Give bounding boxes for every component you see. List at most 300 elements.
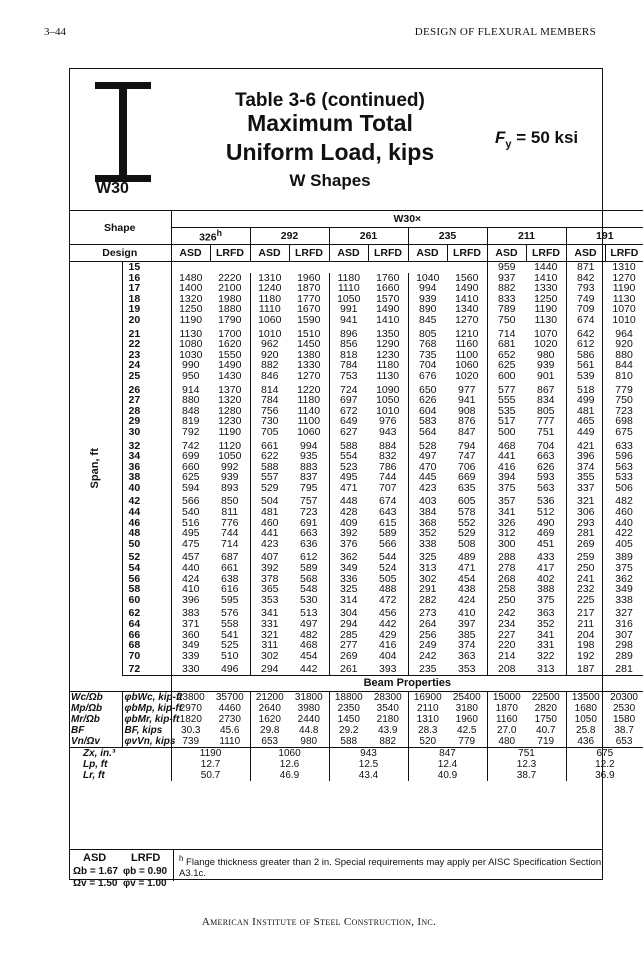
footer-lrfd: LRFD <box>131 852 161 864</box>
load-cell: 635 <box>458 481 476 494</box>
load-cell: 1410 <box>455 292 479 305</box>
property-cell: 43.9 <box>378 724 398 736</box>
omega-v: Ωv = 1.50 <box>73 878 118 889</box>
load-cell: 293 <box>566 518 605 529</box>
table-row <box>69 326 643 340</box>
property-cell: 1820 <box>171 714 210 725</box>
load-cell: 540 <box>171 507 210 518</box>
property-cell: 1060 <box>250 747 329 759</box>
load-cell: 566 <box>171 493 210 507</box>
load-cell: 724 <box>329 382 368 396</box>
property-asd-label: Mr/Ωb <box>69 714 122 725</box>
load-cell: 674 <box>566 315 605 326</box>
load-cell: 249 <box>408 640 447 651</box>
load-cell: 471 <box>329 483 368 494</box>
footer <box>69 849 603 889</box>
span-length: 62 <box>122 605 171 619</box>
load-cell: 939 <box>408 294 447 305</box>
load-cell: 438 <box>458 583 476 596</box>
property-cell: 25.8 <box>566 725 605 736</box>
span-length: 68 <box>122 640 171 651</box>
property-lrfd-label: φbMr, kip-ft <box>122 714 171 725</box>
load-cell: 663 <box>300 527 318 540</box>
load-cell: 588 <box>329 438 368 452</box>
load-cell: 1310 <box>250 273 289 284</box>
load-cell: 256 <box>408 630 447 641</box>
section-211: 211 <box>487 228 566 245</box>
load-cell: 626 <box>408 395 447 406</box>
property-cell: 50.7 <box>171 770 250 781</box>
load-cell: 327 <box>615 607 633 620</box>
span-length: 50 <box>122 539 171 550</box>
property-asd-label: Vn/Ωv <box>69 736 122 748</box>
load-cell: 950 <box>171 371 210 382</box>
load-cell: 1410 <box>534 271 558 284</box>
load-cell: 211 <box>566 619 605 630</box>
span-length: 48 <box>122 528 171 539</box>
property-cell: 2730 <box>218 713 241 725</box>
method-lrfd: LRFD <box>210 245 250 262</box>
load-cell: 490 <box>537 516 555 529</box>
span-length: 38 <box>122 472 171 483</box>
property-cell: 21200 <box>250 691 289 703</box>
table-title-line2: Maximum Total <box>247 110 413 136</box>
property-cell: 2970 <box>171 703 210 714</box>
max-load-table <box>69 210 643 781</box>
load-cell: 1120 <box>218 439 242 452</box>
load-cell: 258 <box>487 584 526 595</box>
load-cell: 589 <box>300 562 318 575</box>
load-cell: 1130 <box>534 313 558 326</box>
section-292: 292 <box>250 228 329 245</box>
load-cell: 544 <box>379 551 397 564</box>
load-cell: 393 <box>368 661 408 675</box>
load-cell: 1130 <box>376 369 400 382</box>
load-cell: 281 <box>605 661 643 675</box>
load-cell: 1050 <box>376 394 400 407</box>
load-cell: 397 <box>458 618 476 630</box>
property-cell: 23800 <box>171 691 210 703</box>
load-cell: 1510 <box>297 327 321 340</box>
load-cell: 1160 <box>455 338 479 351</box>
load-cell: 468 <box>300 639 318 652</box>
method-asd: ASD <box>408 245 447 262</box>
load-cell: 612 <box>300 551 318 564</box>
span-length: 23 <box>122 350 171 361</box>
load-cell: 687 <box>221 551 239 564</box>
load-cell: 554 <box>329 451 368 462</box>
load-cell <box>447 262 487 273</box>
span-length: 34 <box>122 451 171 462</box>
load-cell: 914 <box>171 382 210 396</box>
property-cell: 653 <box>605 736 643 748</box>
load-cell: 539 <box>566 371 605 382</box>
table-row <box>69 382 643 396</box>
load-cell: 976 <box>379 415 397 428</box>
load-cell: 1270 <box>455 313 479 326</box>
load-cell: 784 <box>329 360 368 371</box>
load-cell: 349 <box>615 583 633 596</box>
load-cell: 594 <box>171 483 210 494</box>
load-cell: 331 <box>537 639 555 652</box>
property-cell: 4460 <box>218 702 241 714</box>
load-cell: 375 <box>537 593 555 606</box>
span-length: 40 <box>122 483 171 494</box>
load-cell: 300 <box>487 539 526 550</box>
load-cell: 842 <box>566 273 605 284</box>
phi-b: φb = 0.90 <box>123 866 168 877</box>
load-cell: 994 <box>300 439 318 452</box>
load-cell: 217 <box>566 605 605 619</box>
load-cell: 1110 <box>329 283 368 294</box>
load-cell: 578 <box>458 506 476 519</box>
load-cell: 433 <box>537 551 555 564</box>
property-cell: 36.9 <box>566 770 643 781</box>
load-cell: 1070 <box>534 327 558 340</box>
load-cell: 834 <box>537 394 555 407</box>
property-cell: 1160 <box>487 714 526 725</box>
span-length: 19 <box>122 304 171 315</box>
load-cell: 316 <box>615 618 633 630</box>
load-cell: 882 <box>250 360 289 371</box>
load-cell: 1080 <box>171 339 210 350</box>
load-cell: 1230 <box>376 348 400 361</box>
load-cell: 1490 <box>455 282 479 295</box>
span-length: 60 <box>122 595 171 606</box>
load-cell: 357 <box>487 493 526 507</box>
load-cell: 747 <box>458 450 476 463</box>
property-cell: 2440 <box>297 713 320 725</box>
load-cell: 964 <box>615 327 633 340</box>
load-cell: 649 <box>329 416 368 427</box>
load-cell: 337 <box>566 483 605 494</box>
load-cell: 845 <box>408 315 447 326</box>
property-cell: 1110 <box>210 736 250 748</box>
load-cell: 1030 <box>171 350 210 361</box>
load-cell: 552 <box>458 516 476 529</box>
load-cell: 768 <box>408 339 447 350</box>
load-cell: 642 <box>566 326 605 340</box>
load-cell: 465 <box>566 416 605 427</box>
load-cell: 1110 <box>250 304 289 315</box>
load-cell: 1430 <box>218 369 242 382</box>
load-cell: 375 <box>615 562 633 575</box>
load-cell: 416 <box>379 639 397 652</box>
method-asd: ASD <box>487 245 526 262</box>
load-cell: 2220 <box>218 271 242 284</box>
load-cell: 352 <box>408 528 447 539</box>
load-cell: 529 <box>250 483 289 494</box>
load-cell: 604 <box>408 406 447 417</box>
property-cell: 1050 <box>566 714 605 725</box>
property-cell: 751 <box>487 747 566 759</box>
load-cell: 850 <box>221 495 239 508</box>
property-cell: 15000 <box>487 691 526 703</box>
load-cell: 481 <box>566 406 605 417</box>
property-cell: 719 <box>526 736 566 748</box>
property-cell: 2530 <box>612 702 636 714</box>
property-asd-label: BF <box>69 725 122 736</box>
load-cell: 1180 <box>329 273 368 284</box>
load-cell: 512 <box>537 506 555 519</box>
load-cell: 353 <box>250 595 289 606</box>
load-cell: 792 <box>171 427 210 438</box>
load-cell: 576 <box>221 607 239 620</box>
section-261: 261 <box>329 228 408 245</box>
load-cell: 533 <box>615 471 633 484</box>
property-cell: 588 <box>329 736 368 748</box>
load-cell: 1980 <box>218 292 242 305</box>
load-cell: 1190 <box>612 282 636 295</box>
load-cell: 627 <box>329 427 368 438</box>
load-cell: 404 <box>379 649 397 662</box>
property-cell: 46.9 <box>250 770 329 781</box>
load-cell: 396 <box>171 595 210 606</box>
load-cell: 227 <box>487 630 526 641</box>
load-cell: 1010 <box>612 313 636 326</box>
load-cell: 848 <box>171 406 210 417</box>
load-cell: 1180 <box>376 359 400 372</box>
load-cell: 742 <box>171 438 210 452</box>
load-cell: 1490 <box>218 359 242 372</box>
load-cell: 428 <box>329 507 368 518</box>
load-cell: 506 <box>615 481 633 494</box>
load-cell: 288 <box>487 549 526 563</box>
load-cell: 1140 <box>297 404 321 417</box>
property-cell: 1750 <box>534 713 557 725</box>
load-cell: 421 <box>566 438 605 452</box>
load-cell: 475 <box>171 539 210 550</box>
load-cell: 518 <box>566 382 605 396</box>
load-cell: 1270 <box>297 369 321 382</box>
load-cell: 1330 <box>297 359 321 372</box>
load-cell: 605 <box>458 495 476 508</box>
method-lrfd: LRFD <box>447 245 487 262</box>
load-cell: 920 <box>615 338 633 351</box>
load-cell: 1400 <box>171 283 210 294</box>
load-cell: 454 <box>458 572 476 585</box>
load-cell: 1410 <box>376 313 400 326</box>
load-cell: 388 <box>537 583 555 596</box>
table-row <box>69 605 643 619</box>
load-cell: 307 <box>615 628 633 641</box>
load-cell: 616 <box>221 583 239 596</box>
table-title-line3: Uniform Load, kips <box>225 139 435 165</box>
load-cell: 497 <box>408 451 447 462</box>
load-cell: 992 <box>221 460 239 473</box>
load-cell: 1880 <box>218 303 242 316</box>
load-cell: 378 <box>250 574 289 585</box>
load-cell: 371 <box>171 619 210 630</box>
property-cell: 43.4 <box>329 770 408 781</box>
property-cell: 1620 <box>250 714 289 725</box>
load-cell: 504 <box>250 493 289 507</box>
load-cell: 1490 <box>376 303 400 316</box>
table-row <box>69 539 643 550</box>
load-cell: 352 <box>537 618 555 630</box>
property-cell: 30.3 <box>171 725 210 736</box>
load-cell: 896 <box>329 326 368 340</box>
table-row <box>69 493 643 507</box>
property-cell: 675 <box>566 747 643 759</box>
load-cell: 469 <box>537 527 555 540</box>
load-cell: 672 <box>329 406 368 417</box>
load-cell: 508 <box>458 537 476 550</box>
load-cell: 563 <box>615 460 633 473</box>
load-cell: 882 <box>487 283 526 294</box>
load-cell: 273 <box>408 605 447 619</box>
load-cell: 232 <box>566 584 605 595</box>
load-cell: 510 <box>221 649 239 662</box>
load-cell: 281 <box>566 528 605 539</box>
load-cell: 959 <box>487 262 526 273</box>
load-cell: 1380 <box>297 348 321 361</box>
property-cell: 31800 <box>294 691 323 703</box>
property-row <box>69 747 643 759</box>
load-cell <box>289 262 329 273</box>
load-cell: 593 <box>537 471 555 484</box>
load-cell: 261 <box>329 661 368 675</box>
property-lrfd-label: φvVn, kips <box>122 736 171 748</box>
load-cell: 676 <box>408 371 447 382</box>
load-cell: 1700 <box>218 327 242 340</box>
load-cell: 385 <box>458 628 476 641</box>
load-cell: 241 <box>566 574 605 585</box>
load-cell: 535 <box>487 406 526 417</box>
property-label: Zx, in.³ <box>69 747 171 759</box>
load-cell: 650 <box>408 382 447 396</box>
load-cell: 901 <box>537 369 555 382</box>
load-cell: 330 <box>171 661 210 675</box>
load-cell: 786 <box>379 460 397 473</box>
property-cell: 27.0 <box>487 725 526 736</box>
table-row <box>69 315 643 326</box>
load-cell: 757 <box>300 495 318 508</box>
page-number: 3–44 <box>44 26 66 38</box>
span-length: 18 <box>122 294 171 305</box>
load-cell: 1210 <box>455 327 479 340</box>
load-cell: 883 <box>300 460 318 473</box>
span-length: 26 <box>122 382 171 396</box>
load-cell: 374 <box>566 462 605 473</box>
footer-asd: ASD <box>83 852 107 864</box>
load-cell: 561 <box>566 360 605 371</box>
load-cell: 943 <box>379 425 397 438</box>
load-cell: 776 <box>221 516 239 529</box>
load-cell: 392 <box>250 563 289 574</box>
load-cell: 302 <box>408 574 447 585</box>
load-cell: 937 <box>487 273 526 284</box>
table-row <box>69 661 643 675</box>
load-cell: 636 <box>300 537 318 550</box>
property-cell: 40.7 <box>536 724 556 736</box>
property-cell: 3980 <box>297 702 320 714</box>
load-cell: 784 <box>250 395 289 406</box>
load-cell <box>408 262 447 273</box>
load-cell: 661 <box>250 438 289 452</box>
span-length: 25 <box>122 371 171 382</box>
load-cell: 939 <box>537 359 555 372</box>
property-cell: 520 <box>408 736 447 748</box>
load-cell: 396 <box>566 451 605 462</box>
beam-properties-label: Beam Properties <box>171 675 643 691</box>
load-cell: 355 <box>566 472 605 483</box>
load-cell: 513 <box>300 607 318 620</box>
load-cell: 674 <box>379 495 397 508</box>
property-cell: 12.2 <box>566 759 643 770</box>
load-cell: 302 <box>250 651 289 662</box>
property-cell: 1680 <box>566 703 605 714</box>
load-cell: 596 <box>615 450 633 463</box>
load-cell: 294 <box>250 661 289 675</box>
load-cell: 530 <box>300 593 318 606</box>
property-lrfd-label: φbMp, kip-ft <box>122 703 171 714</box>
load-cell: 706 <box>458 460 476 473</box>
load-cell: 1190 <box>171 315 210 326</box>
load-cell: 383 <box>171 605 210 619</box>
property-cell: 943 <box>329 747 408 759</box>
method-asd: ASD <box>566 245 605 262</box>
property-cell: 739 <box>171 736 210 748</box>
property-cell: 1870 <box>487 703 526 714</box>
span-length: 32 <box>122 438 171 452</box>
property-lrfd-label: φbWc, kip-ft <box>122 691 171 703</box>
load-cell: 440 <box>171 563 210 574</box>
property-cell: 3180 <box>455 702 478 714</box>
span-length: 28 <box>122 406 171 417</box>
load-cell: 557 <box>250 472 289 483</box>
shape-id: W30 <box>96 180 129 197</box>
property-row <box>69 714 643 725</box>
load-cell <box>329 262 368 273</box>
load-cell: 326 <box>487 518 526 529</box>
load-cell: 225 <box>566 595 605 606</box>
load-cell: 744 <box>379 471 397 484</box>
load-cell: 495 <box>171 528 210 539</box>
load-cell: 980 <box>537 348 555 361</box>
load-cell: 363 <box>537 607 555 620</box>
load-cell: 1060 <box>250 315 289 326</box>
load-cell: 669 <box>458 471 476 484</box>
load-cell: 884 <box>379 439 397 452</box>
table-row <box>69 438 643 452</box>
load-cell: 524 <box>379 562 397 575</box>
load-cell: 568 <box>300 572 318 585</box>
load-cell: 1670 <box>297 303 321 316</box>
load-cell: 1060 <box>297 425 321 438</box>
property-asd-label: Wc/Ωb <box>69 691 122 703</box>
load-cell: 1320 <box>171 294 210 305</box>
load-cell: 941 <box>458 394 476 407</box>
load-cell: 1770 <box>297 292 321 305</box>
load-cell: 322 <box>537 649 555 662</box>
load-cell: 811 <box>221 506 239 519</box>
load-cell: 1180 <box>297 394 321 407</box>
table-row <box>69 651 643 662</box>
table-row <box>69 619 643 630</box>
load-cell: 325 <box>408 549 447 563</box>
load-cell: 2100 <box>218 282 242 295</box>
load-cell: 523 <box>329 462 368 473</box>
load-cell: 991 <box>329 304 368 315</box>
load-cell: 750 <box>615 394 633 407</box>
property-cell: 20300 <box>610 691 638 703</box>
property-cell: 28300 <box>373 691 402 703</box>
load-cell: 235 <box>408 661 447 675</box>
load-cell: 941 <box>329 315 368 326</box>
property-cell: 12.4 <box>408 759 487 770</box>
load-cell: 298 <box>615 639 633 652</box>
